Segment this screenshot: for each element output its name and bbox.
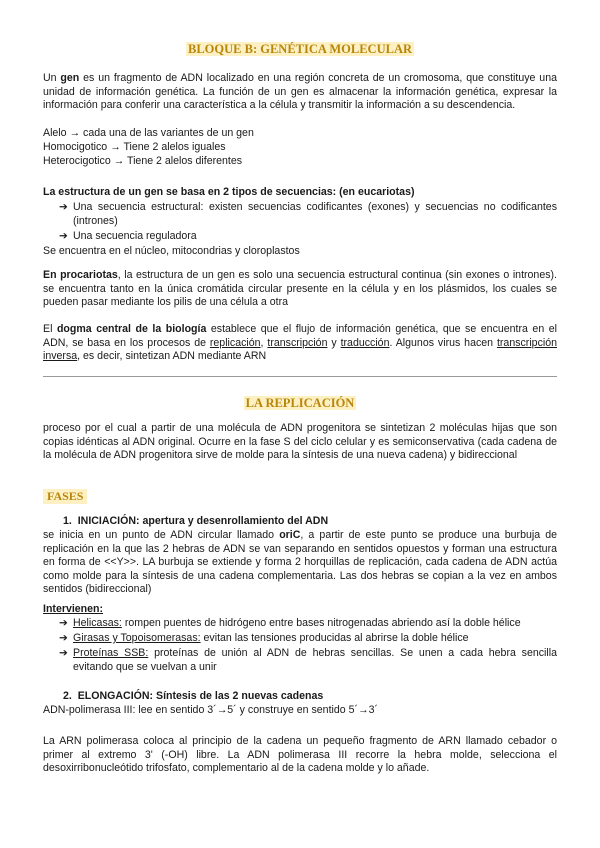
dogma-text-5: . Algunos virus hacen: [389, 336, 497, 349]
interviene-item-ssb: [59, 647, 557, 674]
elongacion-line: ADN-polimerasa III: lee en sentido 3´→5´ y construye en sentido 5´→3´: [43, 704, 379, 716]
elongacion-paragraph: La ARN polimerasa coloca al principio de la cadena un pequeño fragmento de ARN llamado cebador o primer al extremo 3' (-OH) libre. La ADN polimerasa III recorre la hebra molde, selecciona el desoxirribonucleótido trifosfato, complementario al de la cadena molde y lo añade.: [43, 735, 557, 775]
iniciacion-number: 1.: [63, 515, 72, 527]
dogma-text-2: establece que el flujo de información genética, que se encuentra en el ADN, se basa en los procesos de: [43, 323, 557, 349]
intro-paragraph: [43, 72, 557, 113]
estructura-item-1: [59, 201, 557, 228]
elongacion-heading-text: ELONGACIÓN: Síntesis de las 2 nuevas cadenas: [77, 690, 324, 702]
term-transcripcion: transcripción: [267, 336, 328, 349]
estructura-item-2-text: Una secuencia reguladora: [73, 230, 197, 242]
helicasas-term: Helicasas:: [73, 617, 122, 629]
dogma-paragraph: [43, 323, 557, 364]
iniciacion-paragraph: [43, 529, 557, 597]
ssb-term: Proteínas SSB:: [73, 647, 149, 659]
replicacion-title-text: LA REPLICACIÓN: [245, 396, 355, 410]
intervienen-label: [43, 603, 103, 617]
ssb-text: proteínas de unión al ADN de hebras sencillas. Se unen a cada hebra sencilla evitando que se vuelvan a unir: [73, 647, 557, 673]
replicacion-title: [0, 396, 600, 411]
definition-heterocigotico: Heterocigotico → Tiene 2 alelos diferentes: [43, 155, 243, 167]
arrow-bullet-icon: ➔: [59, 647, 68, 659]
dogma-term: dogma central de la biología: [56, 323, 207, 335]
estructura-heading-text: La estructura de un gen se basa en 2 tipos de secuencias: (en eucariotas): [43, 186, 415, 198]
helicasas-text: rompen puentes de hidrógeno entre bases nitrogenadas abriendo así la doble hélice: [121, 617, 521, 629]
iniciacion-heading: [63, 515, 328, 529]
procariotas-text: , la estructura de un gen es solo una secuencia estructural continua (sin exones o intrones). se encuentra tanto en la única cromátida circular presente en la célula y en los plásmidos, los cuales se pueden pasar mediante los pilis de una célula a otra: [43, 269, 557, 309]
definition-alelo: Alelo → cada una de las variantes de un gen: [43, 127, 254, 139]
intro-text-start: Un: [43, 72, 61, 84]
interviene-item-helicasas: [59, 617, 557, 631]
term-traduccion: traducción: [340, 336, 390, 349]
dogma-text-3: ,: [260, 336, 268, 349]
procariotas-paragraph: [43, 269, 557, 310]
term-transcripcion-inversa: transcripción inversa: [43, 336, 558, 363]
elongacion-heading: [63, 690, 323, 704]
estructura-item-2: [59, 230, 557, 244]
iniciacion-text-1: se inicia en un punto de ADN circular llamado: [43, 529, 280, 541]
iniciacion-heading-text: INICIACIÓN: apertura y desenrollamiento del ADN: [77, 515, 329, 527]
oric-term: oriC: [279, 529, 301, 541]
interviene-item-girasas: [59, 632, 557, 646]
page-title: [0, 42, 600, 57]
gen-term: gen: [60, 72, 80, 84]
estructura-heading: [43, 186, 415, 200]
replicacion-paragraph: proceso por el cual a partir de una molécula de ADN progenitora se sintetizan 2 moléculas hijas que son copias idénticas al ADN original. Ocurre en la fase S del ciclo celular y es semiconservativa (cada cadena de la molécula de ADN progenitora sirve de molde para la síntesis de una nueva cadena) y bidireccional: [43, 422, 557, 462]
girasas-text: evitan las tensiones producidas al abrirse la doble hélice: [200, 632, 469, 644]
definition-homocigotico: Homocigotico → Tiene 2 alelos iguales: [43, 141, 226, 153]
section-divider: [43, 376, 557, 377]
estructura-location: Se encuentra en el núcleo, mitocondrias y cloroplastos: [43, 245, 300, 257]
procariotas-term: En procariotas: [43, 269, 118, 281]
fases-label: FASES: [43, 489, 87, 504]
page-title-text: BLOQUE B: GENÉTICA MOLECULAR: [188, 42, 412, 56]
dogma-text-4: y: [327, 336, 341, 349]
estructura-item-1-text: Una secuencia estructural: existen secuencias codificantes (exones) y secuencias no codificantes (intrones): [73, 201, 557, 227]
dogma-text-1: El: [43, 323, 57, 335]
iniciacion-text-2: , a partir de este punto se produce una burbuja de replicación en la que las 2 hebras de ADN se van separando en sentidos opuestos y forman una estructura en forma de <<Y>>. LA burbuja se extiende y forma 2 horquillas de replicación, cada cadena de ADN actúa como molde para la síntesis de una cadena complementaria. Las dos hebras se copian a la vez en ambos sentidos (bidireccional): [43, 529, 558, 596]
girasas-term: Girasas y Topoisomerasas:: [73, 632, 201, 644]
arrow-bullet-icon: ➔: [59, 201, 68, 213]
dogma-text-6: , es decir, sintetizan ADN mediante ARN: [77, 350, 267, 363]
term-replicacion: replicación: [209, 336, 261, 349]
intro-text-rest: es un fragmento de ADN localizado en una región concreta de un cromosoma, que constituye una unidad de información genética. La función de un gen es almacenar la información genética, expresar la información para conferir una característica a la célula y transmitir la información a su descendencia.: [43, 72, 557, 112]
intervienen-text: Intervienen:: [43, 603, 104, 615]
arrow-bullet-icon: ➔: [59, 230, 68, 242]
elongacion-number: 2.: [63, 690, 72, 702]
arrow-bullet-icon: ➔: [59, 617, 68, 629]
arrow-bullet-icon: ➔: [59, 632, 68, 644]
